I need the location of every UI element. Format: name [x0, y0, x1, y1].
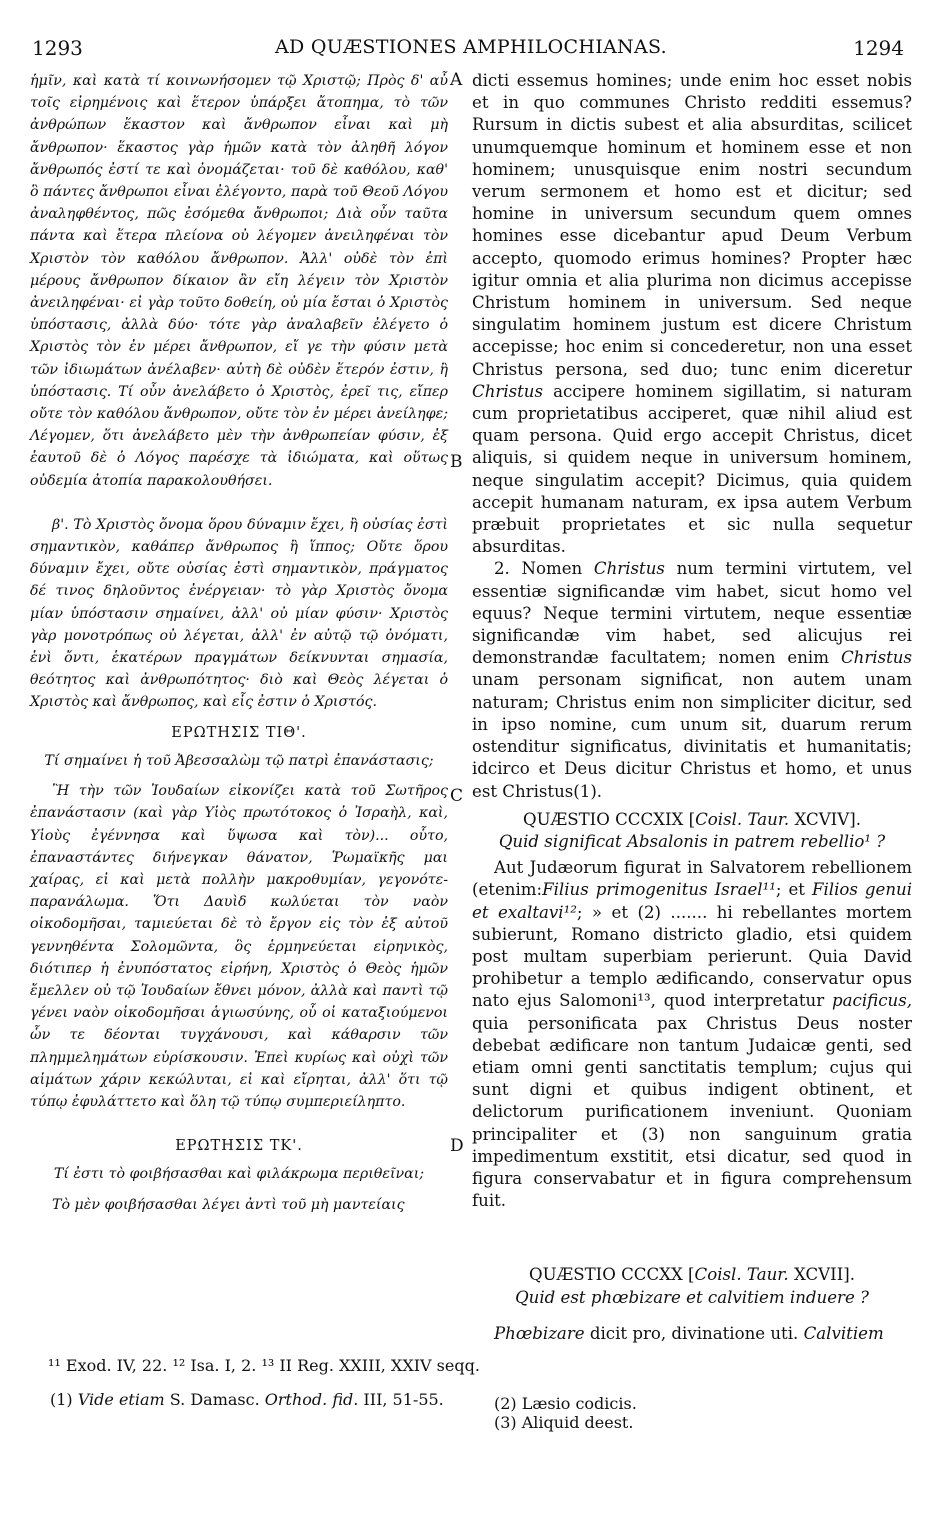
margin-letter-c: C [450, 786, 464, 806]
latin-question-319-title [472, 809, 912, 831]
greek-paragraph-1: ἡμῖν, καὶ κατὰ τί κοινωνήσομεν τῷ Χριστῷ; Πρὸς δ' αὖ τοῖς εἰρημένοις καὶ ἕτερον ὑπάρξει ἄτοπημα, τὸ τῶν ἀνθρώπων ἕκαστον καὶ ἄνθρωπον εἶναι καὶ μὴ ἄνθρωπον· ἕκαστος γὰρ ἡμῶν κατὰ τὸν ἀληθῆ λόγον ἄνθρωπός ἐστί τε καὶ ὀνομάζεται· τοῦ δὲ καθόλου, καθ' ὃ πάντες ἄνθρωποι εἶναι ἐλέγοντο, παρὰ τοῦ Θεοῦ Λόγου ἀναληφθέντος, πῶς ἐσόμεθα ἄνθρωποι; Διὰ οὖν ταῦτα πάντα καὶ ἕτερα πλείονα οὐ λέγομεν ἀνειληφέναι τὸν Χριστὸν τὸν καθόλου ἄνθρωπον. Ἀλλ' οὐδὲ τὸν ἐπὶ μέρους ἄνθρωπον δίκαιον ἂν εἴη λέγειν τὸν Χριστὸν ἀνειληφέναι· εἰ γὰρ τοῦτο δοθείη, οὐ μία ἔσται ὁ Χριστὸς ὑπόστασις, ἀλλὰ δύο· τότε γὰρ ἀναλαβεῖν ἐλέγετο ὁ Χριστὸς τὸν ἐν μέρει ἄνθρωπον, εἴ γε τὴν φύσιν μετὰ τῶν ἰδιωμάτων ἀνέλαβεν· αὐτὴ δὲ οὐδὲν ἕτερόν ἐστιν, ἢ ὑπόστασις. Τί οὖν ἀνελάβετο ὁ Χριστὸς, ἐρεῖ τις, εἴπερ οὔτε τὸν καθόλου ἄνθρωπον, οὔτε τὸν ἐν μέρει ἀνείληφε; Λέγομεν, ὅτι ἀνελάβετο μὲν τὴν ἀνθρωπείαν φύσιν, ἐξ ἑαυτοῦ δὲ ὁ Λόγος παρέσχε τὰ ἰδιώματα, καὶ οὕτως οὐδεμία ἀτοπία παρακολουθήσει. [30, 73, 448, 489]
footnotes-right [494, 1394, 637, 1432]
latin-q319-italic-1: Filius primogenitus Israel¹¹ [542, 880, 776, 900]
greek-question-320-body: Τὸ μὲν φοιβήσασθαι λέγει ἀντὶ τοῦ μὴ μαντείαις [52, 1196, 405, 1213]
footnote-1-b: S. Damasc. [169, 1390, 260, 1409]
latin-q319-title-a: QUÆSTIO CCCXIX [ [523, 809, 696, 829]
latin-paragraph-2 [472, 558, 912, 802]
latin-question-320-title [472, 1264, 912, 1286]
latin-q319-a: Aut Judæorum figurat in Salvatorem rebellionem (etenim: [472, 858, 912, 900]
margin-letter-d: D [450, 1136, 464, 1156]
greek-question-320-subtitle: Τί ἐστι τὸ φοιβήσασθαι καὶ φιλάκρωμα περιθεῖναι; [53, 1166, 425, 1183]
greek-question-319-subtitle: Τί σημαίνει ἡ τοῦ Ἀβεσσαλὼμ τῷ πατρὶ ἐπανάστασις; [44, 752, 434, 769]
latin-p1-italic: Christus [472, 381, 544, 401]
latin-question-319-body [472, 857, 912, 1212]
greek-question-320-title: ΕΡΩΤΗΣΙΣ ΤΚ'. [175, 1138, 303, 1155]
footnote-1-number: (1) [50, 1390, 73, 1409]
latin-q319-italic-3: pacificus, [832, 991, 912, 1011]
latin-p2-b: num termini virtutem, vel essentiæ significandæ vim habet, sicut homo vel equus? Neque termini virtutem, neque essentiæ significandæ vim habet, sed alicujus rei demonstrandæ facultatem; nomen enim [472, 559, 913, 668]
greek-paragraph-2: β'. Τὸ Χριστὸς ὄνομα ὅρου δύναμιν ἔχει, ἢ οὐσίας ἐστὶ σημαντικὸν, καθάπερ ἄνθρωπος ἢ ἵππος; Οὔτε ὅρου δύναμιν ἔχει, οὔτε οὐσίας ἐστὶ σημαντικὸν, πράγματος δέ τινος δηλοῦντος ἐνέργειαν· τὸ γὰρ Χριστὸς ὄνομα μίαν ὑπόστασιν σημαίνει, ἀλλ' οὐ μίαν φύσιν· Χριστὸς γὰρ μονοτρόπως οὐ λέγεται, ἀλλ' ἐν αὐτῷ τῷ ὀνόματι, ἑνὶ ὄντι, ἑκατέρων πραγμάτων δείκνυνται σημασία, θεότητος καὶ ἀνθρωπότητος· διὸ καὶ Θεὸς λέγεται ὁ Χριστὸς καὶ ἄνθρωπος, καὶ εἷς ἐστιν ὁ Χριστός. [30, 516, 448, 711]
latin-question-319-subtitle: Quid significat Absalonis in patrem rebellio¹ ? [498, 831, 886, 851]
latin-q319-title-b: XCVIV]. [794, 809, 861, 829]
latin-q319-italic-2: Filios genui et exaltavi¹² [472, 880, 913, 922]
latin-q320-italic-1: Phœbizare [494, 1323, 585, 1343]
latin-p1-text: dicti essemus homines; unde enim hoc esset nobis et in quo communes Christo redditi essemus? Rursum in dictis subest et alia absurditas, scilicet unumquemque hominum et hominem esse et non hominem; unusquisque enim nostri secundum verum sermonem et homo est et dicitur; sed homine in universum secundum quem omnes homines esse dicebantur apud Deum Verbum accepto, quomodo erimus homines? Propter hæc igitur omnia et alia plurima non dicimus accepisse Christum hominem in universum. Sed neque singulatim hominem justum est dicere Christum accepisse; hoc enim si concederetur, non una esset Christus persona, sed duo; tunc enim diceretur [472, 71, 912, 379]
latin-question-320-subtitle: Quid est phœbizare et calvitiem induere ? [515, 1287, 869, 1307]
latin-p2-a: 2. Nomen [494, 559, 583, 579]
latin-q319-b: ; et [775, 880, 805, 900]
latin-p2-italic-1: Christus [593, 559, 665, 579]
greek-question-319-title: ΕΡΩΤΗΣΙΣ ΤΙΘ'. [171, 724, 307, 741]
latin-q319-d: quia personificata pax Christus Deus noster debebat ædificare non tantum Judaicæ genti, sed etiam omni genti sanctitatis templum; cujus qui sunt digni et quibus indigent obtinent, et delictorum purificationem inveniunt. Quoniam principaliter et (3) non sanguinum gratia impedimentum exstitit, etsi dicatur, sed quod in figura conservabatur et in figura comprehensum fuit. [472, 1013, 912, 1211]
latin-p2-italic-2: Christus [840, 648, 912, 668]
latin-paragraph-1 [472, 70, 912, 558]
greek-question-319-body: Ἢ τὴν τῶν Ἰουδαίων εἰκονίζει κατὰ τοῦ Σωτῆρος ἐπανάστασιν (καὶ γὰρ Υἱὸς πρωτότοκος ὁ Ἰσραὴλ, καὶ, Υἱοὺς ἐγέννησα καὶ ὕψωσα καὶ τὸν)... οὗτο, ἐπαναστάντες διήνεγκαν θάνατον, Ῥωμαϊκῆς μαι χαίρας, εἰ καὶ μετὰ πολλὴν μακροθυμίαν, γεγονότε- παρανάλωμα. Ὅτι Δαυὶδ κωλύεται τὸν ναὸν οἰκοδομῆσαι, ταμιεύεται δὲ τὸ ἔργον εἰς τὸν ἐξ αὐτοῦ γεννηθέντα Σολομῶντα, ὃς ἑρμηνεύεται εἰρηνικὸς, διότιπερ ἡ ἐνυπόστατος εἰρήνη, Χριστὸς ὁ Θεὸς ἡμῶν ἔμελλεν οὐ τῷ Ἰουδαίων ἔθνει μόνον, ἀλλὰ καὶ παντὶ τῷ γένει ναὸν οἰκοδομῆσαι ἁγιωσύνης, οὗ οἱ καταξιούμενοι ὧν τε δέονται τυγχάνουσι, καὶ κάθαρσιν τῶν πλημμελημάτων εὑρίσκουσιν. Ἐπεὶ κυρίως καὶ οὐχὶ τῶν αἱμάτων χάριν κεκώλυται, εἰ καὶ εἴρηται, ἀλλ' ὅτι τῷ τύπῳ ἐφυλάττετο καὶ ὅλη τῷ τύπῳ συμπεριείληπτο. [30, 783, 448, 1110]
page-number-right: 1294 [853, 36, 904, 60]
footnote-references: ¹¹ Exod. IV, 22. ¹² Isa. I, 2. ¹³ II Reg. XXIII, XXIV seqq. [48, 1356, 480, 1375]
latin-q320-italic-2: Calvitiem [803, 1323, 884, 1343]
latin-p1-end: accipere hominem sigillatim, si naturam cum proprietatibus acciperet, quæ nihil aliud est quam persona. Quid ergo accepit Christus, dicet aliquis, si quidem neque in universum hominem, neque singulatim accepit? Dicimus, quia quidem accepit humanam naturam, ex ipsa autem Verbum præbuit proprietates et sic nulla sequetur absurditas. [472, 381, 912, 557]
latin-question-320-body [472, 1323, 912, 1345]
latin-column [472, 70, 912, 1345]
running-title: AD QUÆSTIONES AMPHILOCHIANAS. [275, 36, 667, 58]
latin-q320-title-b: XCVII]. [793, 1265, 855, 1285]
latin-q319-c: ; » et (2) ....... hi rebellantes mortem subierunt, Romano districto gladio, etsi quidem post multam superbiam perierunt. Quia David prohibetur a templo ædificando, conservatur opus nato ejus Salomoni¹³, quod interpretatur [472, 902, 912, 1011]
latin-q320-title-italic: Coisl. Taur. [694, 1265, 789, 1285]
footnote-1-c: III, 51-55. [363, 1390, 444, 1409]
footnote-1-italic-1: Vide etiam [77, 1390, 165, 1409]
footnote-3: (3) Aliquid deest. [494, 1413, 634, 1432]
latin-p2-c: unam personam significat, non autem unam naturam; Christus enim non simpliciter dicitur, sed in ipso nomine, cum unum sit, duarum rerum ostenditur significatus, divinitatis et humanitatis; idcirco et Deus dicitur Christus et homo, et unus est Christus(1). [472, 670, 912, 801]
latin-q319-title-italic: Coisl. Taur. [695, 809, 790, 829]
footnote-1 [50, 1390, 450, 1409]
latin-q320-a: dicit pro, divinatione uti. [589, 1323, 799, 1343]
footnote-1-italic-2: Orthod. fid. [264, 1390, 359, 1409]
latin-q320-title-a: QUÆSTIO CCCXX [ [529, 1265, 695, 1285]
margin-letter-a: A [450, 70, 463, 90]
footnote-2: (2) Læsio codicis. [494, 1394, 637, 1413]
page-number-left: 1293 [32, 36, 83, 60]
greek-column [30, 70, 448, 1216]
margin-letter-b: B [450, 452, 463, 472]
